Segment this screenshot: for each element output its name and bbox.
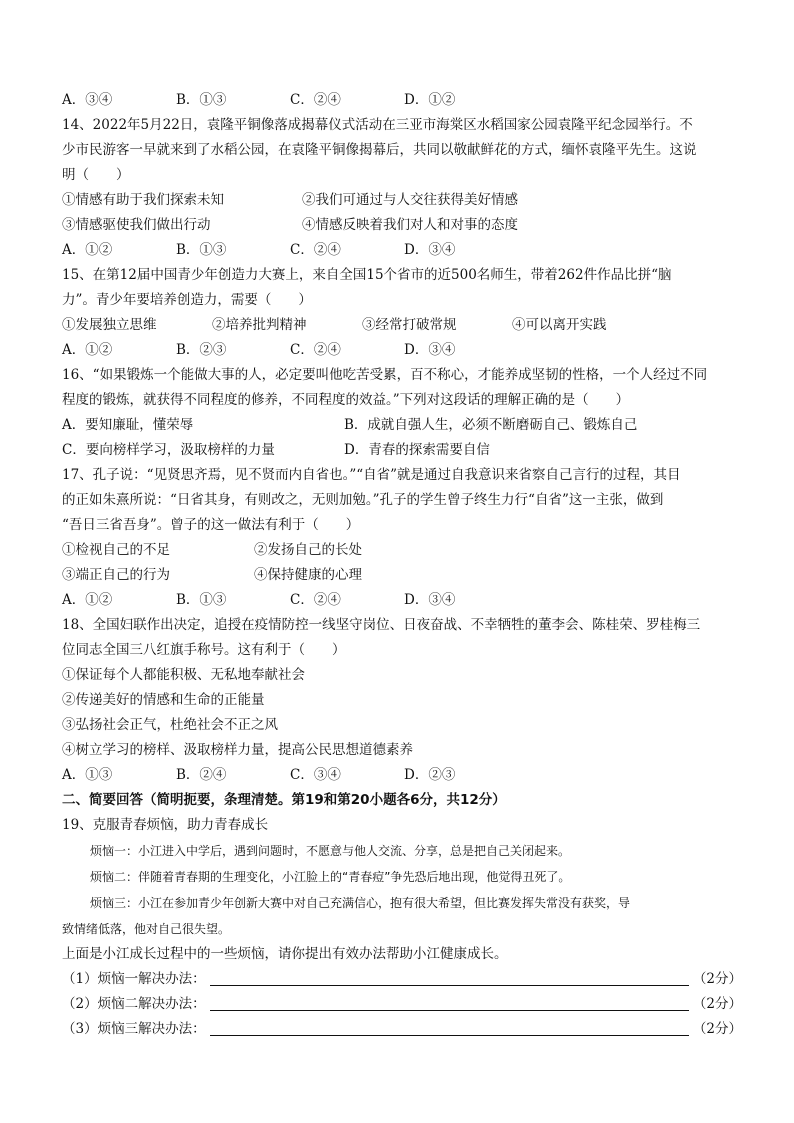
q18-stem-line-1: 18、全国妇联作出决定，追授在疫情防控一线坚守岗位、日夜奋战、不幸牺牲的董李会、陈桂荣、罗桂梅三 [62, 617, 701, 633]
q13-options [62, 88, 742, 113]
statement-4: ④树立学习的榜样、汲取榜样力量，提高公民思想道德素养 [62, 742, 413, 758]
option-c[interactable]: C．②④ [290, 92, 341, 108]
option-a[interactable]: A．③④ [62, 92, 113, 108]
question-16 [62, 363, 742, 463]
q15-options [62, 338, 742, 363]
option-d[interactable]: D．②③ [404, 767, 456, 783]
statement-2: ②传递美好的情感和生命的正能量 [62, 692, 265, 708]
answer-blank-1[interactable] [210, 984, 689, 986]
q17-stem-line-2: 的正如朱熹所说：“日省其身，有则改之，无则加勉。”孔子的学生曾子终生力行“自省”这一主张，做到 [62, 492, 664, 508]
answer-blank-3[interactable] [210, 1034, 689, 1036]
option-a[interactable]: A．①② [62, 592, 113, 608]
statement-4: ④可以离开实践 [512, 317, 607, 333]
answer-row-2 [62, 992, 742, 1017]
question-18 [62, 613, 742, 788]
statement-2: ②我们可通过与人交往获得美好情感 [302, 192, 518, 208]
option-a[interactable]: A．要知廉耻，懂荣辱 [62, 417, 194, 433]
option-c[interactable]: C．②④ [290, 592, 341, 608]
q15-stem-line-2: 力”。青少年要培养创造力，需要（ ） [62, 292, 312, 308]
q17-options [62, 588, 742, 613]
option-b[interactable]: B．②④ [176, 767, 227, 783]
option-d[interactable]: D．③④ [404, 342, 456, 358]
q14-stem-line-3: 明（ ） [62, 167, 130, 183]
statement-2: ②培养批判精神 [212, 317, 307, 333]
statement-3: ③情感驱使我们做出行动 [62, 217, 211, 233]
statement-1: ①检视自己的不足 [62, 542, 170, 558]
q15-stem-line-1: 15、在第12届中国青少年创造力大赛上，来自全国15个省市的近500名师生，带着262件作品比拼“脑 [62, 267, 672, 283]
q17-stem-line-1: 17、孔子说：“见贤思齐焉，见不贤而内自省也。”“自省”就是通过自我意识来省察自己言行的过程，其目 [62, 467, 681, 483]
statement-1: ①发展独立思维 [62, 317, 157, 333]
q14-statements-row-2 [62, 213, 742, 238]
q14-options [62, 238, 742, 263]
statement-4: ④情感反映着我们对人和对事的态度 [302, 217, 518, 233]
q17-statements-row-2 [62, 563, 742, 588]
statement-3: ③端正自己的行为 [62, 567, 170, 583]
question-15 [62, 263, 742, 363]
question-17 [62, 463, 742, 613]
answer-label: （1）烦恼一解决办法： [62, 971, 206, 987]
answer-label: （3）烦恼三解决办法： [62, 1021, 206, 1037]
q14-stem-line-2: 少市民游客一早就来到了水稻公园，在袁隆平铜像揭幕后，共同以敬献鲜花的方式，缅怀袁隆平先生。这说 [62, 142, 697, 158]
option-d[interactable]: D．①② [404, 92, 456, 108]
option-a[interactable]: A．①② [62, 242, 113, 258]
q14-stem-line-1: 14、2022年5月22日，袁隆平铜像落成揭幕仪式活动在三亚市海棠区水稻国家公园袁隆平纪念园举行。不 [62, 117, 693, 133]
option-c[interactable]: C．②④ [290, 342, 341, 358]
q16-stem-line-1: 16、“如果锻炼一个能做大事的人，必定要叫他吃苦受累，百不称心，才能养成坚韧的性格，一个人经过不同 [62, 367, 708, 383]
q15-statements [62, 313, 742, 338]
score-label: （2分） [692, 996, 742, 1012]
option-b[interactable]: B．①③ [176, 242, 227, 258]
trouble-2: 烦恼二：伴随着青春期的生理变化，小江脸上的“青春痘”争先恐后地出现，他觉得丑死了。 [90, 870, 571, 884]
q19-prompt: 上面是小江成长过程中的一些烦恼，请你提出有效办法帮助小江健康成长。 [62, 946, 508, 962]
trouble-1: 烦恼一：小江进入中学后，遇到问题时，不愿意与他人交流、分享，总是把自己关闭起来。 [90, 844, 571, 858]
score-label: （2分） [692, 1021, 742, 1037]
statement-3: ③经常打破常规 [362, 317, 457, 333]
option-b[interactable]: B．成就自强人生，必须不断磨砺自己、锻炼自己 [344, 417, 638, 433]
exam-page [62, 88, 742, 1042]
q19-title: 19、克服青春烦恼，助力青春成长 [62, 817, 269, 833]
statement-1: ①保证每个人都能积极、无私地奉献社会 [62, 667, 305, 683]
question-19 [62, 813, 742, 1042]
q17-stem-line-3: “吾日三省吾身”。曾子的这一做法有利于（ ） [62, 517, 360, 533]
answer-row-1 [62, 967, 742, 992]
q16-options-row-1 [62, 413, 742, 438]
statement-3: ③弘扬社会正气，杜绝社会不正之风 [62, 717, 278, 733]
trouble-3-line-1: 烦恼三：小江在参加青少年创新大赛中对自己充满信心，抱有很大希望，但比赛发挥失常没有获奖，导 [90, 896, 631, 910]
question-14 [62, 113, 742, 263]
option-c[interactable]: C．③④ [290, 767, 341, 783]
q18-stem-line-2: 位同志全国三八红旗手称号。这有利于（ ） [62, 642, 346, 658]
q16-stem-line-2: 程度的锻炼，就获得不同程度的修养，不同程度的效益。”下列对这段话的理解正确的是（ ） [62, 392, 630, 408]
option-a[interactable]: A．①② [62, 342, 113, 358]
option-c[interactable]: C．要向榜样学习，汲取榜样的力量 [62, 442, 275, 458]
option-b[interactable]: B．①③ [176, 92, 227, 108]
option-d[interactable]: D．③④ [404, 242, 456, 258]
answer-row-3 [62, 1017, 742, 1042]
section-2-heading: 二、简要回答（简明扼要，条理清楚。第19和第20小题各6分，共12分） [62, 792, 506, 808]
option-b[interactable]: B．②③ [176, 342, 227, 358]
statement-2: ②发扬自己的长处 [254, 542, 362, 558]
statement-4: ④保持健康的心理 [254, 567, 362, 583]
option-b[interactable]: B．①③ [176, 592, 227, 608]
answer-label: （2）烦恼二解决办法： [62, 996, 206, 1012]
option-c[interactable]: C．②④ [290, 242, 341, 258]
statement-1: ①情感有助于我们探索未知 [62, 192, 224, 208]
option-d[interactable]: D．青春的探索需要自信 [344, 442, 490, 458]
q16-options-row-2 [62, 438, 742, 463]
option-a[interactable]: A．①③ [62, 767, 113, 783]
option-d[interactable]: D．③④ [404, 592, 456, 608]
trouble-3-line-2: 致情绪低落，他对自己很失望。 [62, 922, 231, 936]
score-label: （2分） [692, 971, 742, 987]
q17-statements-row-1 [62, 538, 742, 563]
answer-blank-2[interactable] [210, 1009, 689, 1011]
q18-options [62, 763, 742, 788]
q14-statements-row-1 [62, 188, 742, 213]
